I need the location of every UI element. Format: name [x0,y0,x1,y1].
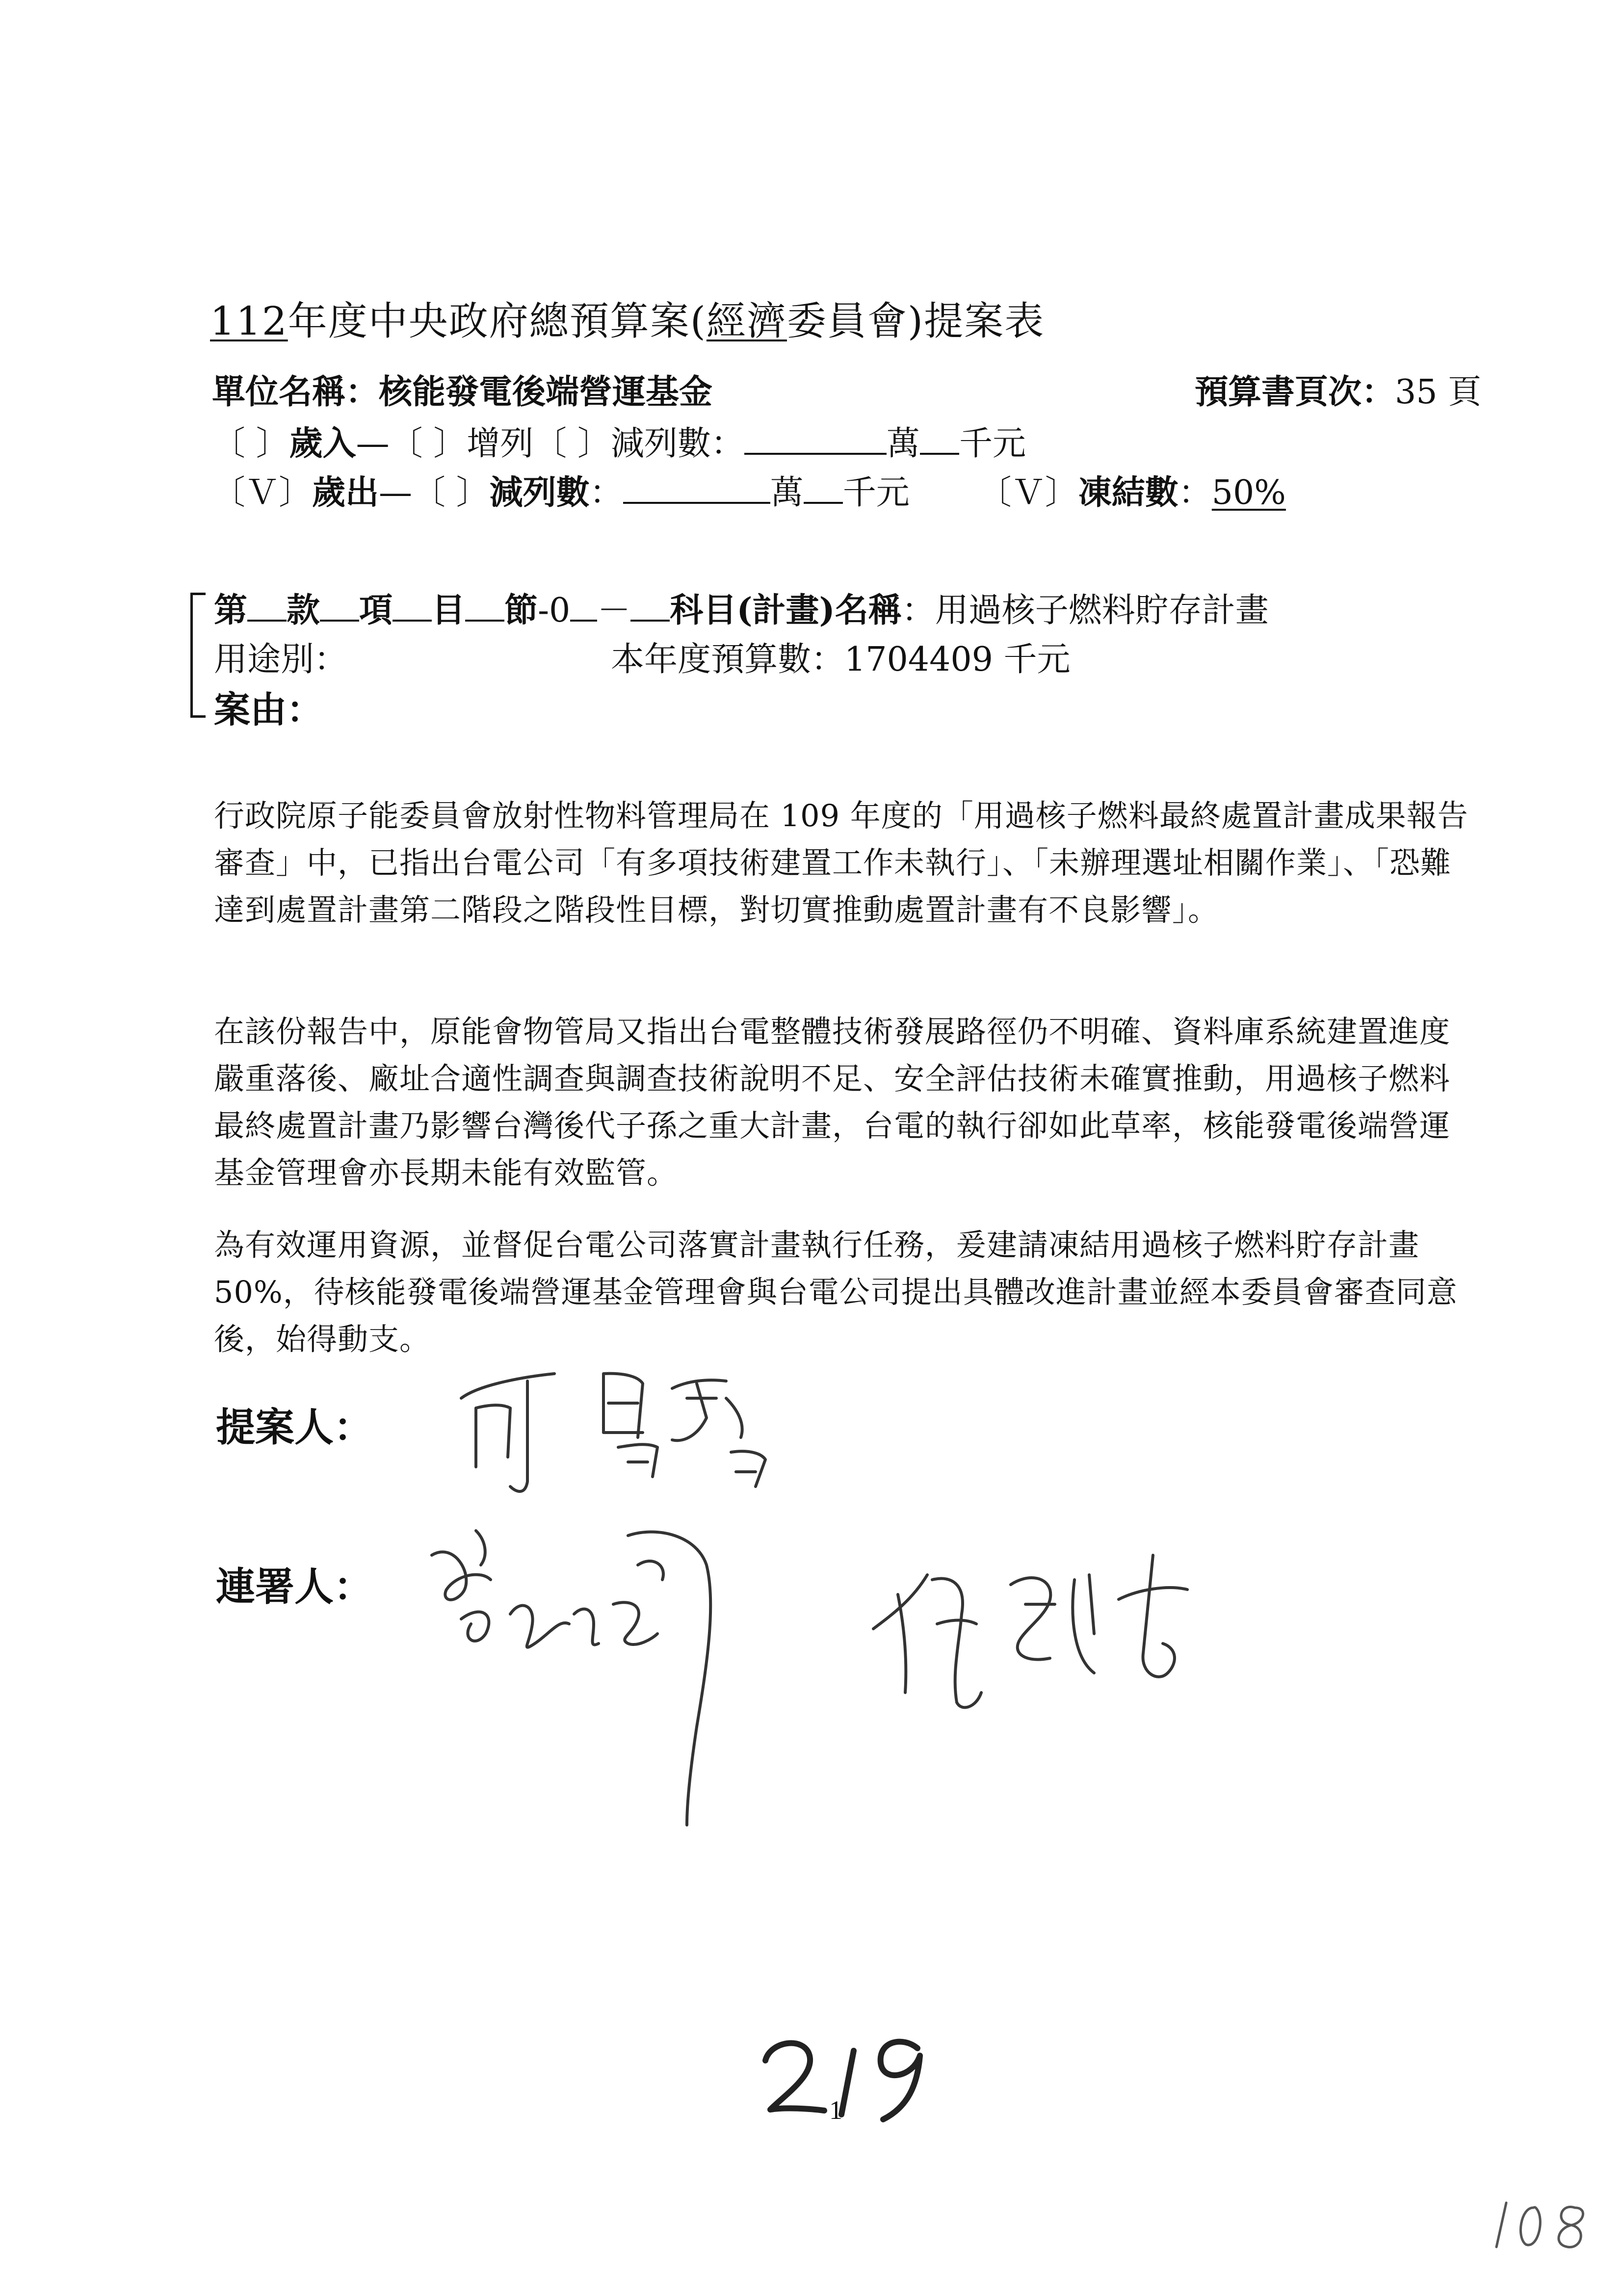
page-number: 1 [829,2095,842,2125]
title-part-a: 年度中央政府總預算案( [288,298,707,344]
revenue-checkbox: 〔 〕 [212,424,289,463]
expense-dash: — [379,473,413,512]
expense-wan-blank [623,472,770,504]
proposer-signature [442,1354,883,1501]
expense-line [212,466,1286,514]
freeze-checkbox: 〔Ｖ〕 [978,473,1078,512]
reason-paragraph-2: 在該份報告中，原能會物管局又指出台電整體技術發展路徑仍不明確、資料庫系統建置進度嚴重落後、廠址合適性調查與調查技術說明不足、安全評估技術未確實推動，用過核子燃料最終處置計畫乃影響台灣後代子孫之重大計畫，台電的執行卻如此草率，核能發電後端營運基金管理會亦長期未能有效監管。 [214,1014,1451,1191]
budget-amount [611,633,1070,680]
revenue-dash: — [356,424,390,463]
handwritten-corner-number [1492,2188,1609,2262]
expense-reduce-checkbox: 〔 〕 [412,473,490,512]
expense-qian-unit: 千元 [842,473,910,512]
revenue-wan-unit: 萬 [886,424,920,463]
title-committee: 經濟 [706,298,787,344]
handwritten-stamp-number [756,2021,962,2129]
form-title [210,289,1045,346]
freeze-value: 50% [1211,473,1286,512]
item-di: 第 [214,591,248,630]
revenue-reduce-label: 減列數： [610,424,744,463]
budget-amount-label: 本年度預算數： [611,640,845,679]
subject-blank [630,590,670,622]
freeze-colon: ： [1178,473,1212,512]
subject-colon: ： [901,591,935,630]
subject-value: 用過核子燃料貯存計畫 [935,591,1269,630]
revenue-reduce-checkbox: 〔 〕 [533,424,611,463]
budget-page-label: 預算書頁次： [1195,372,1395,412]
cosigner-signature-2 [864,1545,1236,1722]
revenue-add-label: 增列 [467,424,534,463]
expense-checkbox: 〔Ｖ〕 [212,473,313,512]
mu-blank [393,590,432,622]
revenue-qian-blank [920,423,959,455]
unit-name: 核能發電後端營運基金 [379,372,713,412]
title-part-c: 委員會)提案表 [786,298,1045,344]
expense-reduce-colon: ： [589,473,623,512]
unit-line [212,365,712,413]
item-line [214,584,1269,631]
item-jie: 節 [504,591,538,630]
budget-page [1195,365,1481,413]
freeze-label: 凍結數 [1078,473,1179,512]
reason-paragraph-1: 行政院原子能委員會放射性物料管理局在 109 年度的「用過核子燃料最終處置計畫成果報告審查」中，已指出台電公司「有多項技術建置工作未執行」、「未辦理選址相關作業」、「恐難達到處置計畫第二階段之階段性目標，對切實推動處置計畫有不良影響」。 [214,798,1468,928]
expense-label: 歲出 [312,473,379,512]
item-bracket [190,593,206,718]
expense-qian-blank [804,472,843,504]
expense-wan-unit: 萬 [770,473,804,512]
revenue-label: 歲入 [289,424,356,463]
proposer-label: 提案人： [216,1404,373,1450]
cosigner-signature-1 [422,1521,814,1840]
revenue-qian-unit: 千元 [959,424,1026,463]
budget-amount-value: 1704409 千元 [844,640,1071,679]
item-kuan: 款 [287,591,320,630]
unit-label: 單位名稱： [212,372,379,412]
item-jie-value: -0 [538,591,571,630]
jie-blank [465,590,504,622]
kuan-blank [247,590,287,622]
revenue-line [212,417,1026,465]
item-mu: 目 [432,591,466,630]
title-year: 112 [210,298,288,344]
item-dash: － [597,591,631,630]
subject-label: 科目(計畫)名稱 [670,591,902,630]
xiang-blank [320,590,359,622]
reason-paragraph-3: 為有效運用資源，並督促台電公司落實計畫執行任務，爰建請凍結用過核子燃料貯存計畫 50%，待核能發電後端營運基金管理會與台電公司提出具體改進計畫並經本委員會審查同意後，始得動支。 [214,1227,1458,1357]
expense-reduce-label: 減列數 [489,473,590,512]
budget-page-value: 35 頁 [1395,373,1482,412]
stamp-number-text: 219 [756,2021,757,2022]
usage-label: 用途別： [214,640,348,679]
revenue-wan-blank [744,423,887,455]
reason-label: 案由： [214,689,323,731]
jie-trailing-blank [570,590,597,622]
revenue-add-checkbox: 〔 〕 [389,424,467,463]
item-xiang: 項 [359,591,393,630]
cosigner-label: 連署人： [216,1564,373,1610]
